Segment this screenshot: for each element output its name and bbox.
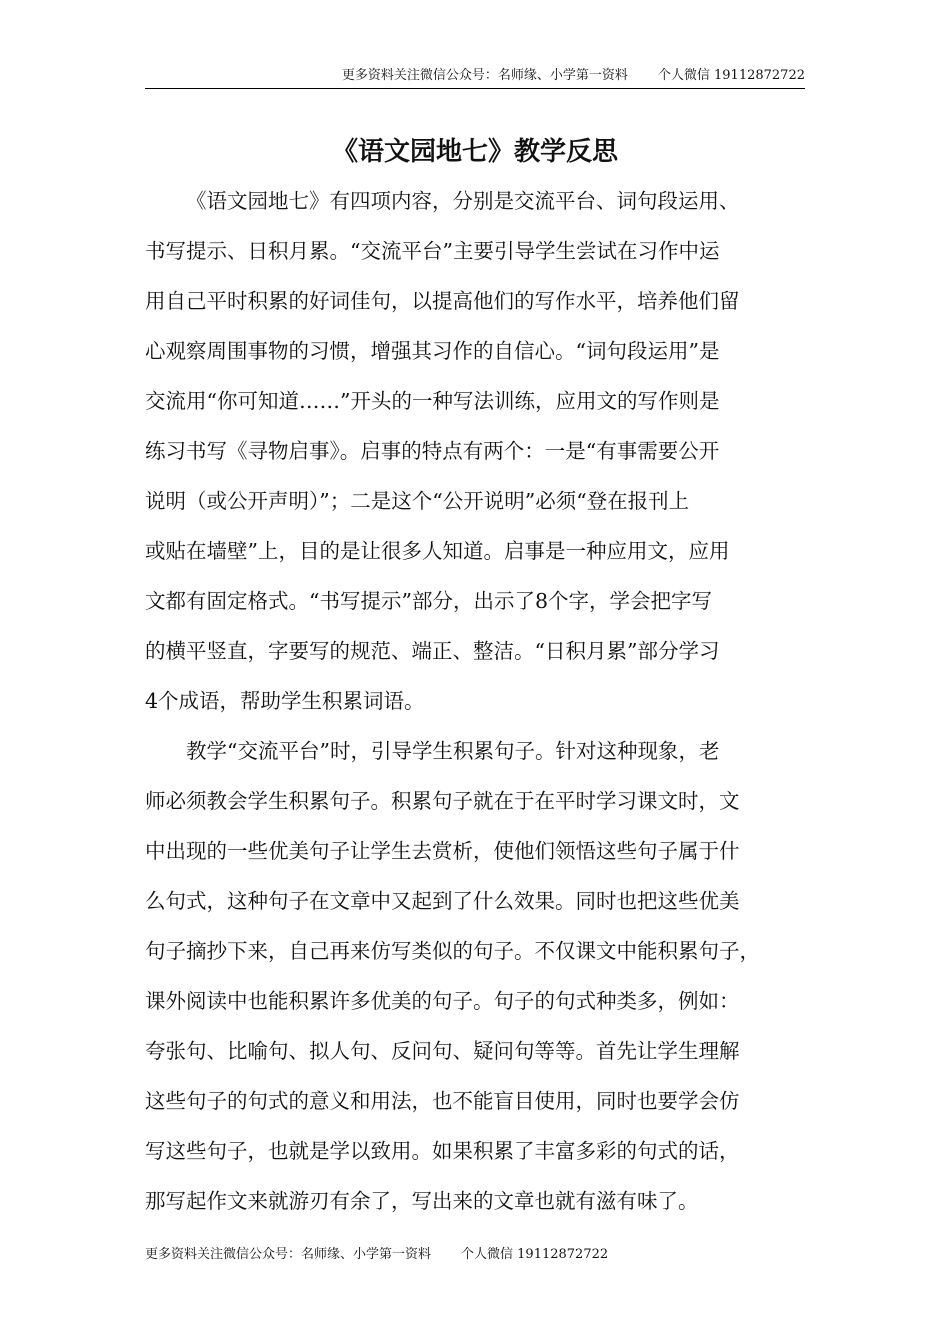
paragraph-line: 4个成语，帮助学生积累词语。 <box>145 689 425 713</box>
document-body <box>145 176 805 1226</box>
paragraph-line: 中出现的一些优美句子让学生去赏析，使他们领悟这些句子属于什 <box>145 839 740 863</box>
paragraph-line: 《语文园地七》有四项内容，分别是交流平台、词句段运用、 <box>186 189 740 213</box>
page-footer <box>145 1245 608 1265</box>
paragraph-line: 夸张句、比喻句、拟人句、反问句、疑问句等等。首先让学生理解 <box>145 1039 740 1063</box>
paragraph-line: 心观察周围事物的习惯，增强其习作的自信心。“词句段运用”是 <box>145 339 720 363</box>
paragraph-line: 书写提示、日积月累。“交流平台”主要引导学生尝试在习作中运 <box>145 239 720 263</box>
page-header <box>145 66 805 89</box>
paragraph-2 <box>145 726 805 1226</box>
paragraph-line: 练习书写《寻物启事》。启事的特点有两个：一是“有事需要公开 <box>145 439 720 463</box>
header-source-text: 更多资料关注微信公众号：名师缘、小学第一资料 <box>341 68 628 83</box>
paragraph-line: 的横平竖直，字要写的规范、端正、整洁。“日积月累”部分学习 <box>145 639 720 663</box>
paragraph-line: 课外阅读中也能积累许多优美的句子。句子的句式种类多，例如： <box>145 989 740 1013</box>
paragraph-line: 么句式，这种句子在文章中又起到了什么效果。同时也把这些优美 <box>145 889 740 913</box>
footer-contact-text: 个人微信 19112872722 <box>461 1247 609 1262</box>
paragraph-line: 那写起作文来就游刃有余了，写出来的文章也就有滋有味了。 <box>145 1189 699 1213</box>
paragraph-line: 师必须教会学生积累句子。积累句子就在于在平时学习课文时，文 <box>145 789 740 813</box>
paragraph-line: 句子摘抄下来，自己再来仿写类似的句子。不仅课文中能积累句子， <box>145 939 760 963</box>
document-title: 《语文园地七》教学反思 <box>331 137 618 167</box>
paragraph-line: 用自己平时积累的好词佳句，以提高他们的写作水平，培养他们留 <box>145 289 740 313</box>
header-contact-text: 个人微信 19112872722 <box>657 68 805 83</box>
paragraph-1 <box>145 176 805 726</box>
paragraph-line: 或贴在墙壁”上，目的是让很多人知道。启事是一种应用文，应用 <box>145 539 730 563</box>
paragraph-line: 交流用“你可知道……”开头的一种写法训练，应用文的写作则是 <box>145 389 720 413</box>
footer-source-text: 更多资料关注微信公众号：名师缘、小学第一资料 <box>145 1247 432 1262</box>
paragraph-line: 教学“交流平台”时，引导学生积累句子。针对这种现象，老 <box>186 739 720 763</box>
paragraph-line: 写这些句子，也就是学以致用。如果积累了丰富多彩的句式的话， <box>145 1139 740 1163</box>
paragraph-line: 这些句子的句式的意义和用法，也不能盲目使用，同时也要学会仿 <box>145 1089 740 1113</box>
paragraph-line: 文都有固定格式。“书写提示”部分，出示了8个字，学会把字写 <box>145 589 713 613</box>
paragraph-line: 说明（或公开声明）”；二是这个“公开说明”必须“登在报刊上 <box>145 489 690 513</box>
